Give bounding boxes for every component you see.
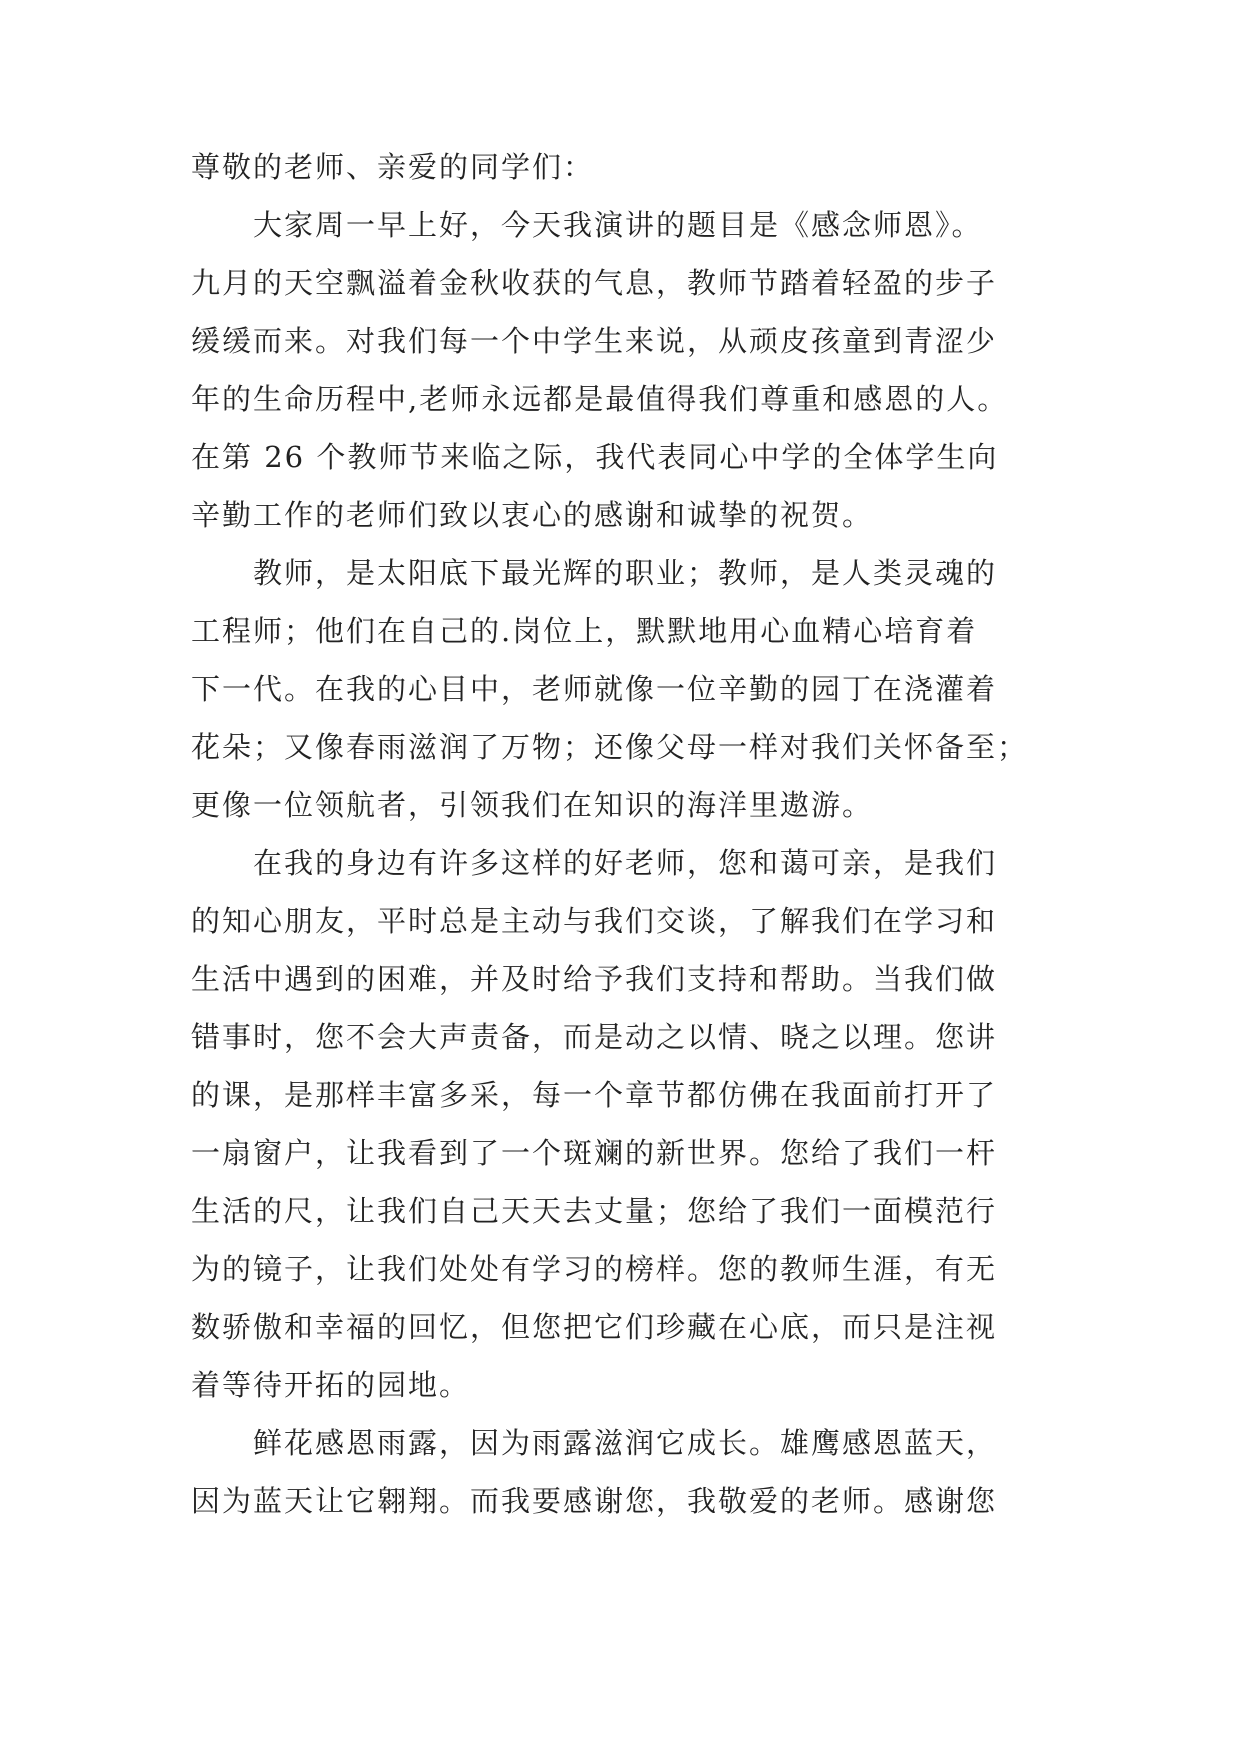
paragraph-line: 生活的尺，让我们自己天天去丈量；您给了我们一面模范行 <box>191 1194 998 1228</box>
salutation: 尊敬的老师、亲爱的同学们： <box>191 150 595 184</box>
speech-text <box>191 138 1056 1530</box>
paragraph-line: 花朵；又像春雨滋润了万物；还像父母一样对我们关怀备至； <box>191 730 1029 764</box>
paragraph-line: 九月的天空飘溢着金秋收获的气息，教师节踏着轻盈的步子 <box>191 266 998 300</box>
paragraph-line: 鲜花感恩雨露，因为雨露滋润它成长。雄鹰感恩蓝天， <box>253 1426 998 1460</box>
paragraph-line: 大家周一早上好，今天我演讲的题目是《感念师恩》。 <box>253 208 983 242</box>
paragraph-line: 的知心朋友，平时总是主动与我们交谈，了解我们在学习和 <box>191 904 998 938</box>
paragraph-line: 年的生命历程中,老师永远都是最值得我们尊重和感恩的人。 <box>191 382 1009 416</box>
paragraph-2 <box>191 544 1056 834</box>
paragraph-line: 生活中遇到的困难，并及时给予我们支持和帮助。当我们做 <box>191 962 998 996</box>
paragraph-line: 工程师；他们在自己的.岗位上，默默地用心血精心培育着 <box>191 614 978 648</box>
paragraph-line: 下一代。在我的心目中，老师就像一位辛勤的园丁在浇灌着 <box>191 672 998 706</box>
paragraph-4 <box>191 1414 1056 1530</box>
paragraph-line: 在第 26 个教师节来临之际，我代表同心中学的全体学生向 <box>191 440 999 474</box>
paragraph-line: 更像一位领航者，引领我们在知识的海洋里遨游。 <box>191 788 874 822</box>
paragraph-line: 错事时，您不会大声责备，而是动之以情、晓之以理。您讲 <box>191 1020 998 1054</box>
paragraph-3 <box>191 834 1056 1414</box>
paragraph-line: 着等待开拓的园地。 <box>191 1368 471 1402</box>
paragraph-line: 数骄傲和幸福的回忆，但您把它们珍藏在心底，而只是注视 <box>191 1310 998 1344</box>
paragraph-line: 在我的身边有许多这样的好老师，您和蔼可亲，是我们 <box>253 846 998 880</box>
paragraph-line: 缓缓而来。对我们每一个中学生来说，从顽皮孩童到青涩少 <box>191 324 998 358</box>
paragraph-line: 为的镜子，让我们处处有学习的榜样。您的教师生涯，有无 <box>191 1252 998 1286</box>
paragraph-line: 教师，是太阳底下最光辉的职业；教师，是人类灵魂的 <box>253 556 998 590</box>
paragraph-line: 辛勤工作的老师们致以衷心的感谢和诚挚的祝贺。 <box>191 498 874 532</box>
paragraph-line: 一扇窗户，让我看到了一个斑斓的新世界。您给了我们一杆 <box>191 1136 998 1170</box>
paragraph-line: 的课，是那样丰富多采，每一个章节都仿佛在我面前打开了 <box>191 1078 998 1112</box>
paragraph-line: 因为蓝天让它翱翔。而我要感谢您，我敬爱的老师。感谢您 <box>191 1484 998 1518</box>
paragraph-1 <box>191 196 1056 544</box>
